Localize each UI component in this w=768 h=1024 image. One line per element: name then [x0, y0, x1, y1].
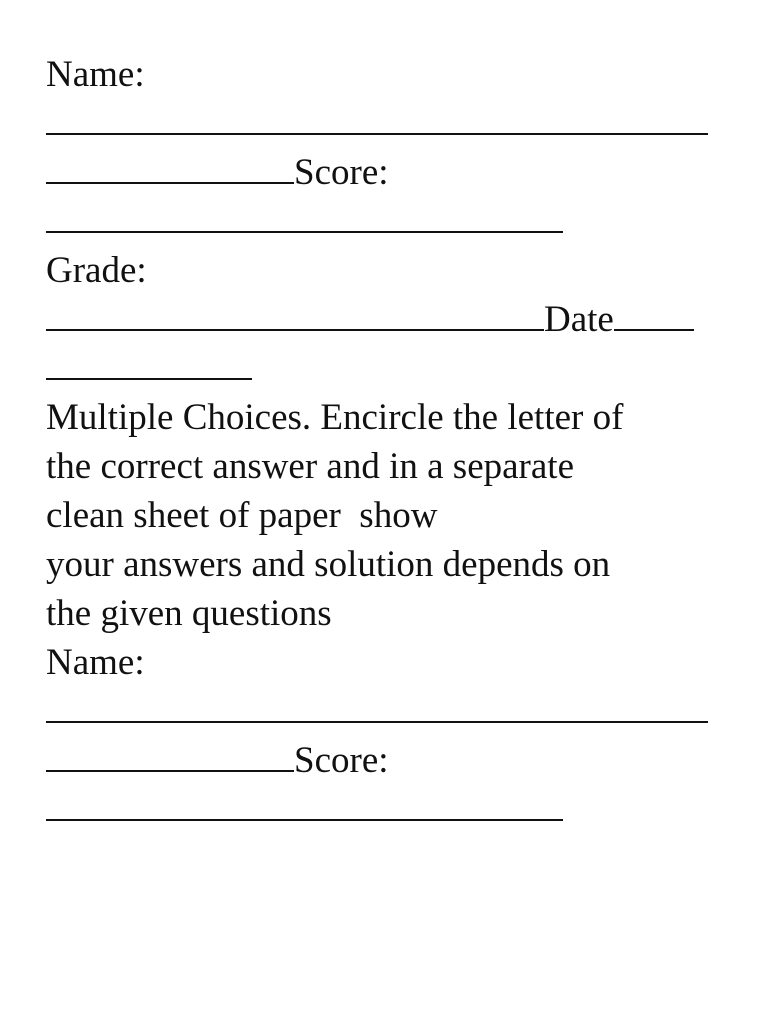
grade-blank-line [46, 295, 544, 331]
name-label: Name: [46, 642, 145, 683]
score-label: Score: [294, 152, 389, 193]
grade-label: Grade: [46, 250, 147, 291]
score-blank-line [46, 197, 563, 233]
instruction-line: the correct answer and in a separate [46, 446, 574, 487]
score-blank-row-1 [46, 197, 726, 246]
name-blank-row-2 [46, 687, 726, 736]
name-blank-row-1 [46, 99, 726, 148]
date-blank-line [614, 295, 694, 331]
score-blank-row-2 [46, 785, 726, 834]
instructions-paragraph [46, 393, 726, 638]
grade-row [46, 246, 726, 295]
score-row-2 [46, 736, 726, 785]
name-blank-line [46, 99, 708, 135]
name-row-1 [46, 50, 726, 99]
score-label: Score: [294, 740, 389, 781]
grade-date-row [46, 295, 726, 344]
date-blank-row [46, 344, 726, 393]
score-row-1 [46, 148, 726, 197]
name-blank-line [46, 687, 708, 723]
worksheet-page [46, 50, 726, 834]
instruction-line: your answers and solution depends on [46, 544, 611, 585]
date-label: Date [544, 299, 614, 340]
name-blank-line-continued [46, 148, 294, 184]
date-blank-line-continued [46, 344, 252, 380]
instruction-line: Multiple Choices. Encircle the letter of [46, 397, 624, 438]
name-blank-line-continued [46, 736, 294, 772]
name-label: Name: [46, 54, 145, 95]
score-blank-line [46, 785, 563, 821]
instruction-line: clean sheet of paper show [46, 495, 438, 536]
instruction-line: the given questions [46, 593, 332, 634]
name-row-2 [46, 638, 726, 687]
